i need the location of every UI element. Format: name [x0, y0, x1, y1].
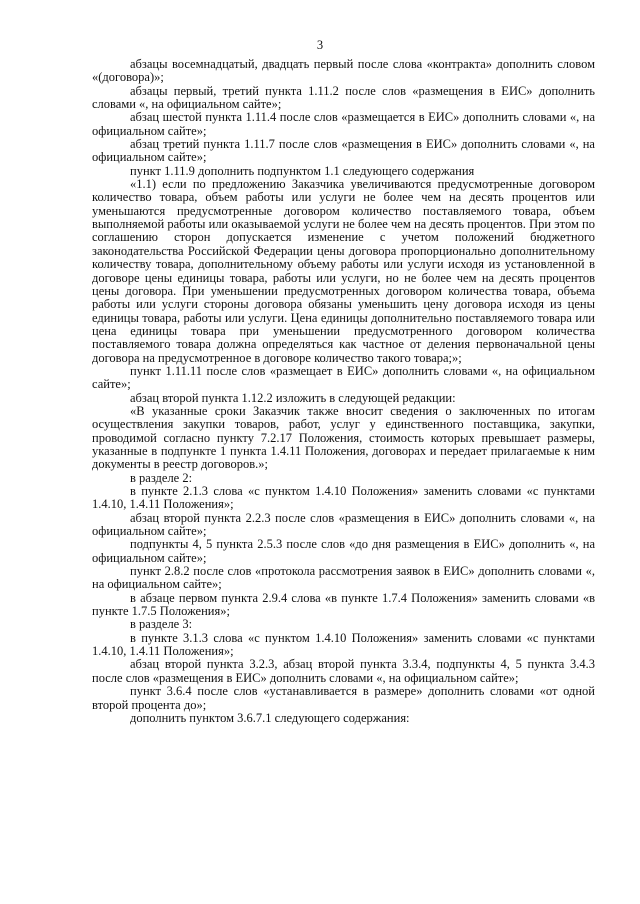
paragraph: абзац второй пункта 1.12.2 изложить в следующей редакции: [130, 390, 456, 405]
paragraph: в разделе 2: [130, 470, 193, 485]
paragraph: абзац второй пункта 3.2.3, абзац второй пункта 3.3.4, подпункты 4, 5 пункта 3.4.3 после слов «размещения в ЕИС» дополнить словами «, на официальном сайте»; [92, 657, 595, 685]
paragraph: пункт 3.6.4 после слов «устанавливается в размере» дополнить словами «от одной второй процента до»; [92, 684, 595, 712]
page-number: 3 [316, 38, 324, 52]
paragraph: в пункте 3.1.3 слова «с пунктом 1.4.10 Положения» заменить словами «с пунктами 1.4.10, 1.4.11 Положения»; [92, 630, 595, 659]
paragraph: абзацы восемнадцатый, двадцать первый после слова «контракта» дополнить словом «(договора)»; [92, 57, 595, 85]
paragraph: в абзаце первом пункта 2.9.4 слова «в пункте 1.7.4 Положения» заменить словами «в пункте 1.7.5 Положения»; [92, 590, 595, 619]
paragraph: пункт 1.11.11 после слов «размещает в ЕИС» дополнить словами «, на официальном сайте»; [92, 363, 595, 392]
paragraph: в разделе 3: [130, 617, 193, 632]
paragraph: абзац второй пункта 2.2.3 после слов «размещения в ЕИС» дополнить словами «, на официальном сайте»; [92, 510, 595, 539]
paragraph: «1.1) если по предложению Заказчика увеличиваются предусмотренные договором количество товара, объем работы или услуги не более чем на десять процентов или уменьшаются предусмотренные договором количество поставляемого товара, объем выполняемой работы или оказываемой услуги не более чем на десять процентов. При этом по соглашению сторон допускается изменение с учетом положений бюджетного законодательства Российской Федерации цены договора пропорционально дополнительному количеству товара, дополнительному объему работы или услуги исходя из установленной в договоре цены единицы товара, работы или услуги, но не более чем на десять процентов цены договора. При уменьшении предусмотренных договором количества товара, объема работы или услуги стороны договора обязаны уменьшить цену договора исходя из цены единицы товара, работы или услуги. Цена единицы дополнительно поставляемого товара или цена единицы товара при уменьшении предусмотренного договором количества поставляемого товара должна определяться как частное от деления первоначальной цены договора на предусмотренное в договоре количество такого товара;»; [92, 177, 595, 365]
paragraph: «В указанные сроки Заказчик также вносит сведения о заключенных по итогам осуществления закупки товаров, работ, услуг у единственного поставщика, закупки, проводимой согласно пункту 7.2.17 Положения, стоимость которых превышает размеры, указанные в подпункте 1 пункта 1.4.11 Положения, договорах и передает прилагаемые к ним документы в реестр договоров.»; [92, 403, 595, 472]
paragraph: пункт 2.8.2 после слов «протокола рассмотрения заявок в ЕИС» дополнить словами «, на официальном сайте»; [92, 564, 595, 592]
paragraph: абзац шестой пункта 1.11.4 после слов «размещается в ЕИС» дополнить словами «, на официальном сайте»; [92, 110, 595, 138]
paragraph: в пункте 2.1.3 слова «с пунктом 1.4.10 Положения» заменить словами «с пунктами 1.4.10, 1.4.11 Положения»; [92, 484, 595, 512]
paragraph: абзац третий пункта 1.11.7 после слов «размещения в ЕИС» дополнить словами «, на официальном сайте»; [92, 137, 595, 165]
paragraph: подпункты 4, 5 пункта 2.5.3 после слов «до дня размещения в ЕИС» дополнить «, на официальном сайте»; [92, 537, 595, 565]
paragraph: дополнить пунктом 3.6.7.1 следующего содержания: [130, 710, 410, 725]
paragraph: абзацы первый, третий пункта 1.11.2 после слов «размещения в ЕИС» дополнить словами «, на официальном сайте»; [92, 83, 595, 112]
paragraph: пункт 1.11.9 дополнить подпунктом 1.1 следующего содержания [130, 163, 475, 178]
document-body [92, 58, 595, 725]
